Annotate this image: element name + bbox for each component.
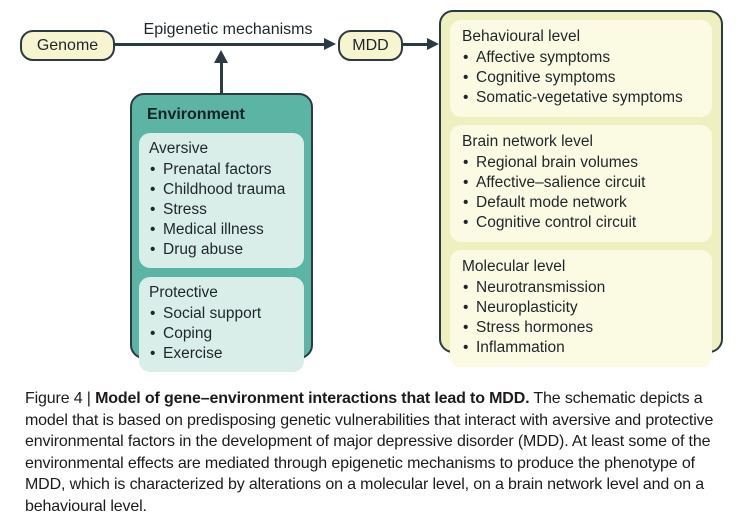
bullet-item: • Stress hormones: [462, 318, 706, 338]
bullet-item: • Drug abuse: [149, 240, 298, 260]
mdd-outcomes-panel: [439, 10, 723, 356]
bullet-item: • Cognitive symptoms: [462, 68, 706, 88]
bullet-item: • Affective symptoms: [462, 48, 706, 68]
caption-figure-label: Figure 4 |: [25, 390, 96, 407]
brain-network-level-card: [450, 125, 712, 242]
protective-list: [149, 304, 298, 364]
bullet-item: • Neurotransmission: [462, 278, 706, 298]
molecular-level-title: Molecular level: [462, 258, 566, 275]
aversive-list: [149, 160, 298, 260]
bullet-item: • Default mode network: [462, 193, 706, 213]
bullet-item: • Social support: [149, 304, 298, 324]
bullet-item: • Regional brain volumes: [462, 153, 706, 173]
figure-caption: [25, 388, 726, 514]
arrowhead-up-icon: [214, 50, 228, 63]
environment-panel: [130, 93, 313, 362]
caption-body: The schematic depicts a model that is based on predisposing genetic vulnerabilities that interact with aversive and protective environmental factors in the development of major depressive disorder (MDD). At least some of the environmental effects are mediated through epigenetic mechanisms to produce the phenotype of MDD, which is characterized by alterations on a molecular level, on a brain network level and on a behavioural level.: [25, 390, 714, 514]
protective-card: [139, 277, 304, 372]
brain-network-level-list: [462, 153, 706, 233]
mdd-node: MDD: [338, 30, 403, 61]
protective-title: Protective: [149, 284, 218, 301]
epigenetic-mechanisms-label: Epigenetic mechanisms: [143, 21, 313, 38]
bullet-item: • Exercise: [149, 344, 298, 364]
arrow-environment-to-pathway: [220, 60, 223, 94]
environment-title: Environment: [147, 106, 245, 123]
arrowhead-right-icon: [324, 38, 336, 50]
arrow-genome-to-mdd: [115, 43, 326, 46]
bullet-item: • Affective–salience circuit: [462, 173, 706, 193]
arrowhead-right-icon: [427, 38, 439, 50]
behavioural-level-card: [450, 20, 712, 117]
behavioural-level-title: Behavioural level: [462, 28, 581, 45]
molecular-level-list: [462, 278, 706, 358]
bullet-item: • Medical illness: [149, 220, 298, 240]
aversive-title: Aversive: [149, 140, 209, 157]
bullet-item: • Neuroplasticity: [462, 298, 706, 318]
arrow-mdd-to-outcomes: [403, 43, 429, 46]
bullet-item: • Cognitive control circuit: [462, 213, 706, 233]
bullet-item: • Prenatal factors: [149, 160, 298, 180]
bullet-item: • Somatic-vegetative symptoms: [462, 88, 706, 108]
bullet-item: • Stress: [149, 200, 298, 220]
molecular-level-card: [450, 250, 712, 367]
bullet-item: • Childhood trauma: [149, 180, 298, 200]
aversive-card: [139, 133, 304, 268]
caption-title: Model of gene–environment interactions that lead to MDD.: [95, 390, 530, 407]
bullet-item: • Coping: [149, 324, 298, 344]
genome-node: Genome: [20, 30, 115, 61]
brain-network-level-title: Brain network level: [462, 133, 593, 150]
bullet-item: • Inflammation: [462, 338, 706, 358]
behavioural-level-list: [462, 48, 706, 108]
